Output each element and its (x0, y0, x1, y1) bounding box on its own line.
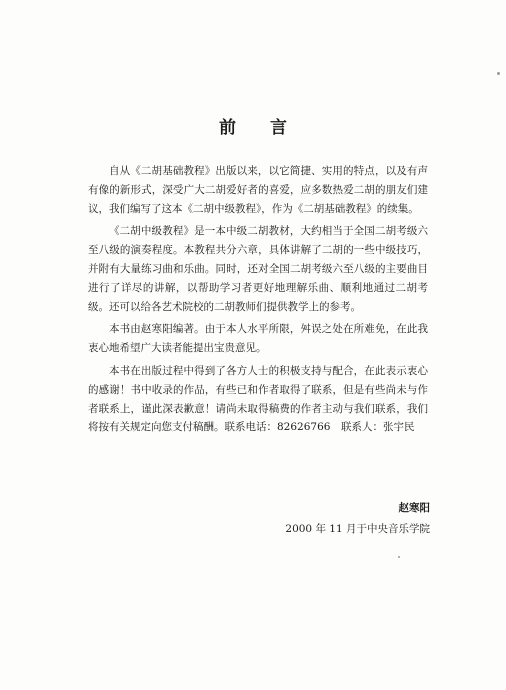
date-place-line: 2000 年 11 月于中央音乐学院 (285, 523, 430, 535)
paragraph-4: 本书在出版过程中得到了各方人士的积极支持与配合，在此表示衷心的感谢！书中收录的作品，有些已和作者取得了联系，但是有些尚未与作者联系上，谨此深表歉意！请尚未取得稿费的作者主动与我们联系，我们将按有关规定向您支付稿酬。联系电话：82626766 联系人：张宇民 (88, 364, 428, 434)
paragraph-1: 自从《二胡基础教程》出版以来，以它简捷、实用的特点，以及有声有像的新形式，深受广大二胡爱好者的喜爱，应多数热爱二胡的朋友们建议，我们编写了这本《二胡中级教程》，作为《二胡基础教程》的续集。 (88, 165, 428, 215)
paragraph-3: 本书由赵寒阳编著。由于本人水平所限，舛误之处在所难免，在此我衷心地希望广大读者能提出宝贵意见。 (88, 323, 428, 355)
preface-body (88, 162, 428, 441)
author-signature: 赵寒阳 (398, 502, 430, 514)
scan-speck (398, 556, 400, 558)
page-title: 前 言 (219, 118, 301, 138)
paragraph-2: 《二胡中级教程》是一本中级二胡教材，大约相当于全国二胡考级六至八级的演奏程度。本教程共分六章，具体讲解了二胡的一些中级技巧，并附有大量练习曲和乐曲。同时，还对全国二胡考级六至八级的主要曲目进行了详尽的讲解，以帮助学习者更好地理解乐曲、顺利地通过二胡考级。还可以给各艺术院校的二胡教师们提供教学上的参考。 (88, 225, 428, 313)
scan-speck (497, 72, 500, 75)
